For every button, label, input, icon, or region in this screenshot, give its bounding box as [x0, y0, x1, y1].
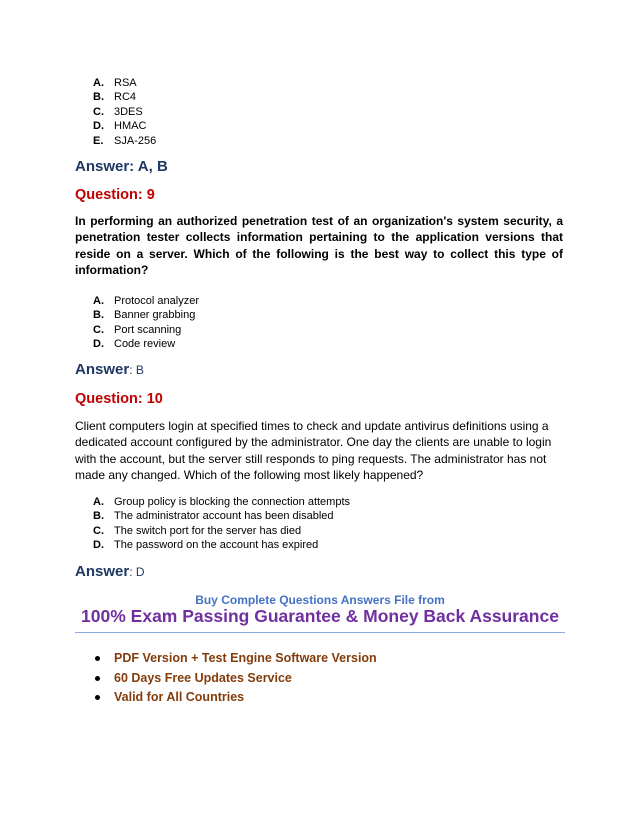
- previous-answer: Answer: A, B: [75, 158, 168, 175]
- bullet-icon: [95, 695, 100, 700]
- question-10-options: [93, 495, 350, 553]
- option-item: A. Group policy is blocking the connection attempts: [93, 496, 351, 508]
- option-item: C. Port scanning: [93, 323, 182, 336]
- answer-value: : B: [129, 363, 144, 377]
- option-item: B. RC4: [93, 91, 137, 104]
- question-9-title: Question: 9: [75, 187, 155, 203]
- list-item: PDF Version + Test Engine Software Version: [93, 649, 377, 669]
- divider: [75, 632, 565, 633]
- question-10-text: Client computers login at specified times to check and update antivirus definitions using a dedicated account configured by the administrator. One day the clients are unable to login with the account, but the server still responds to ping requests. The administrator has not made any changed. Which of the following most likely happened?: [75, 419, 552, 483]
- option-item: D. HMAC: [93, 120, 147, 133]
- buy-link-text[interactable]: Buy Complete Questions Answers File from: [195, 593, 445, 607]
- list-item: Valid for All Countries: [93, 688, 377, 708]
- question-10-answer: Answer: D: [75, 563, 145, 580]
- question-9-text: In performing an authorized penetration test of an organization's system security, a penetration tester collects information pertaining to the application versions that reside on a server. Which of the following is the best way to collect this type of information?: [75, 214, 563, 278]
- list-item: 60 Days Free Updates Service: [93, 669, 377, 689]
- bullet-icon: [95, 676, 100, 681]
- option-item: D. The password on the account has expired: [93, 539, 319, 552]
- promo-headline: 100% Exam Passing Guarantee & Money Back Assurance: [81, 606, 559, 626]
- question-9-answer: Answer: B: [75, 361, 144, 378]
- answer-value: : D: [129, 565, 145, 579]
- option-item: D. Code review: [93, 338, 176, 351]
- question-9-options: [93, 294, 199, 352]
- option-item: B. The administrator account has been disabled: [93, 510, 334, 523]
- question-10-title: Question: 10: [75, 391, 163, 407]
- previous-question-options: [93, 76, 156, 148]
- option-item: C. The switch port for the server has died: [93, 524, 302, 537]
- promo-bullets: [93, 649, 377, 708]
- option-item: B. Banner grabbing: [93, 309, 196, 322]
- option-item: E. SJA-256: [93, 134, 157, 147]
- option-item: C. 3DES: [93, 105, 143, 118]
- option-item: A. Protocol analyzer: [93, 295, 199, 307]
- bullet-icon: [95, 656, 100, 661]
- option-item: A. RSA: [93, 77, 137, 89]
